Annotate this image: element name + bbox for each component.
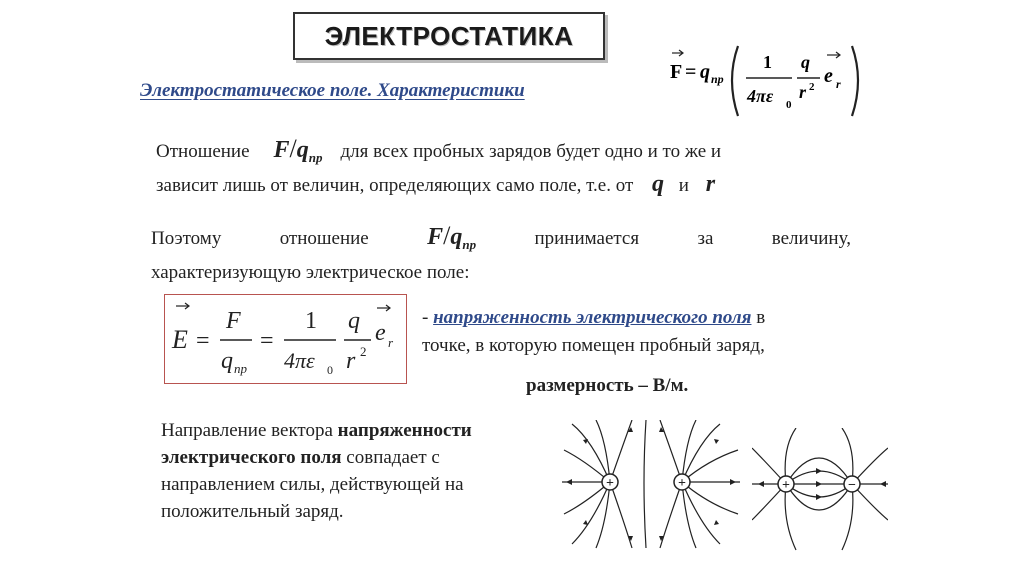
frac1-den-sub: 0 [786, 99, 792, 111]
definition-line2: точке, в которую помещен пробный заряд, [422, 335, 765, 356]
formula-eq1: = [196, 328, 210, 354]
unit-vector-e: e [824, 65, 833, 87]
para1-ratio-q: q [296, 137, 309, 163]
frac2-num: q [801, 52, 810, 72]
charge-right-sign: + [678, 476, 686, 491]
section-subtitle: Электростатическое поле. Характеристики [140, 80, 525, 101]
frac2-den: r [799, 82, 807, 102]
para2-word1: Поэтому [151, 228, 222, 249]
para1-line2 [156, 170, 876, 200]
definition-line1 [422, 304, 882, 332]
para1-line2-text: зависит лишь от величин, определяющих само поле, т.е. от [156, 175, 634, 196]
paragraph-therefore [151, 222, 851, 287]
charge-negative-sign: − [848, 478, 856, 493]
formula-er-sub: r [388, 335, 394, 350]
field-lines-opposite-charges [752, 428, 888, 552]
field-strength-formula [164, 294, 407, 384]
formula-er: e [375, 320, 386, 346]
charge-positive-sign: + [782, 478, 790, 493]
direction-line2: электрического поля совпадает с [161, 447, 440, 468]
para1-prefix: Отношение [156, 141, 250, 162]
coulomb-force-formula [660, 40, 870, 122]
paragraph-ratio-invariant [156, 135, 876, 200]
right-paren [852, 46, 858, 116]
formula-eq: = [685, 61, 697, 83]
definition-term: напряженность электрического поля [433, 307, 752, 328]
formula-q: q [700, 61, 710, 83]
definition-dash: - [422, 307, 434, 328]
formula-e: E [172, 325, 188, 354]
frac1-den: 4πε [747, 86, 774, 106]
charge-left-sign: + [606, 476, 614, 491]
para2-line2: характеризующую электрическое поле: [151, 262, 470, 283]
page-title [293, 12, 605, 60]
dimension-line: размерность – В/м. [526, 375, 689, 396]
para1-ratio-f: F [273, 137, 290, 163]
para2-word2: отношение [279, 228, 369, 249]
definition-tail: в [751, 307, 766, 328]
formula-den-sub: 0 [327, 363, 333, 377]
para1-var-q: q [652, 171, 665, 197]
formula-q-sub: пр [711, 72, 724, 86]
formula-one: 1 [305, 308, 317, 334]
formula-eq2: = [260, 328, 274, 354]
formula-r-sup: 2 [360, 344, 367, 359]
formula-f: F [670, 61, 683, 83]
para2-ratio-q: q [450, 224, 463, 250]
left-paren [732, 46, 738, 116]
field-lines-like-charges [562, 420, 740, 550]
definition-block [422, 304, 882, 360]
para2-ratio-sub: пр [462, 237, 477, 252]
para2-ratio: $F/q_{пр}$ [427, 221, 477, 252]
para1-ratio-sub: пр [308, 150, 323, 165]
para1-var-r: r [705, 171, 716, 197]
formula-num-q: q [348, 308, 360, 334]
para1-line1 [156, 135, 876, 172]
para2-word4: за [697, 228, 714, 249]
formula-r: r [346, 348, 356, 374]
formula-q: q [221, 348, 233, 374]
formula-f: F [226, 308, 241, 334]
formula-den: 4πε [284, 348, 315, 373]
para1-and: и [678, 175, 689, 196]
page-title-text: ЭЛЕКТРОСТАТИКА [324, 20, 574, 51]
para2-line1 [151, 222, 851, 259]
direction-paragraph [161, 417, 561, 525]
para2-ratio-f: F [427, 224, 444, 250]
direction-line1: Направление вектора напряженности [161, 420, 472, 441]
frac2-den-sup: 2 [809, 81, 815, 93]
para2-word3: принимается [534, 228, 640, 249]
direction-line3: направлением силы, действующей на [161, 474, 464, 495]
para1-ratio: $F/q_{пр}$ [273, 134, 323, 165]
para1-middle: для всех пробных зарядов будет одно и то же и [340, 141, 722, 162]
unit-vector-e-sub: r [836, 77, 841, 91]
formula-q-sub: пр [234, 361, 247, 376]
para2-word5: величину, [771, 228, 851, 249]
direction-line4: положительный заряд. [161, 501, 344, 522]
frac1-num: 1 [763, 52, 772, 72]
